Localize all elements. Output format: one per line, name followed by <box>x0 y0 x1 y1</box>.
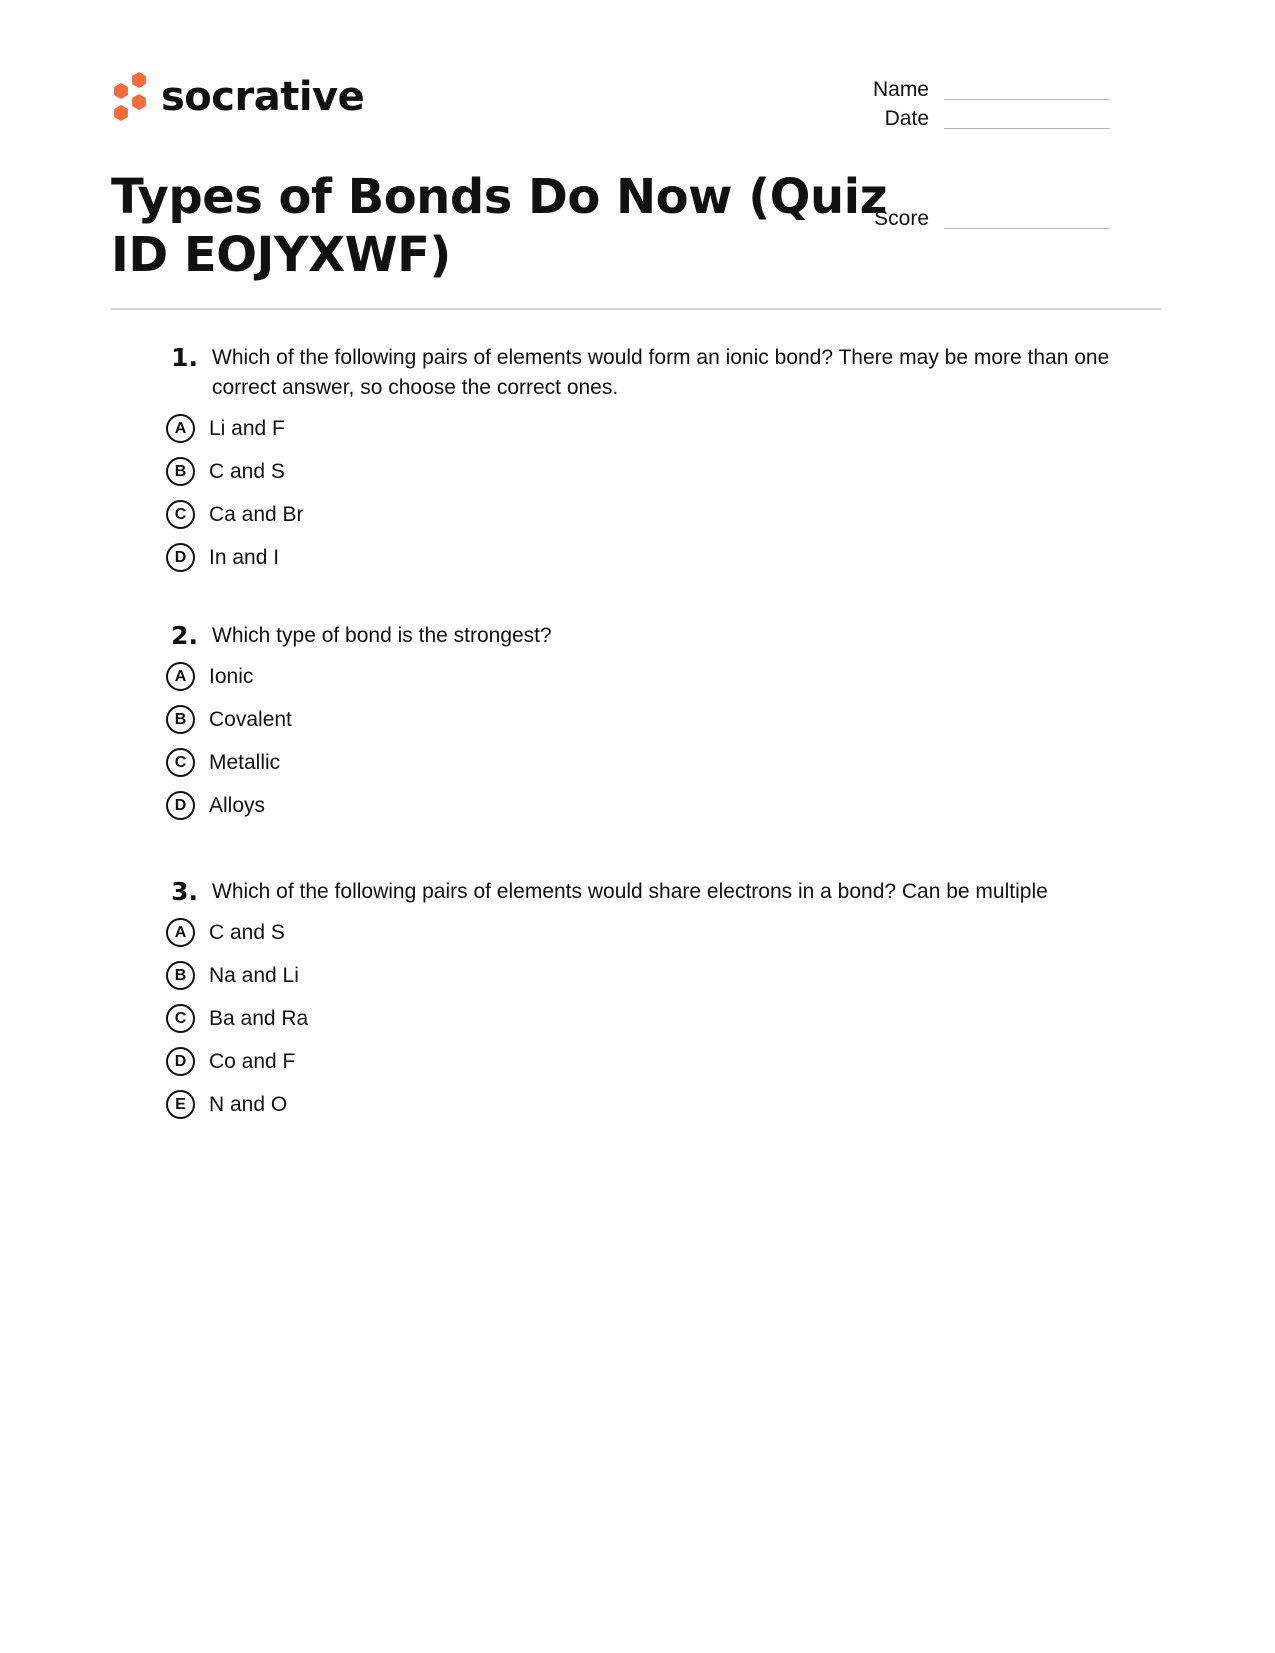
question-number: 3. <box>171 877 198 906</box>
option-e[interactable] <box>111 1083 1161 1126</box>
question-number: 2. <box>171 621 198 650</box>
option-letter-bubble[interactable]: C <box>166 1004 195 1033</box>
option-letter-bubble[interactable]: D <box>166 1047 195 1076</box>
question-text: Which type of bond is the strongest? <box>212 624 552 647</box>
option-letter-bubble[interactable]: A <box>166 414 195 443</box>
option-text: Na and Li <box>209 964 299 987</box>
option-text: In and I <box>209 546 280 569</box>
option-b[interactable] <box>111 450 1161 493</box>
option-text: N and O <box>209 1093 288 1116</box>
date-blank-line[interactable] <box>944 127 1110 129</box>
question-text: Which of the following pairs of elements would share electrons in a bond? Can be multiple <box>212 880 1048 903</box>
name-label: Name <box>872 78 929 101</box>
question-number: 1. <box>171 343 198 372</box>
question-2 <box>111 621 1161 827</box>
option-text: Li and F <box>209 417 285 440</box>
question-3 <box>111 877 1161 1126</box>
option-b[interactable] <box>111 698 1161 741</box>
option-text: Alloys <box>209 794 266 817</box>
option-letter-bubble[interactable]: C <box>166 748 195 777</box>
option-d[interactable] <box>111 784 1161 827</box>
name-blank-line[interactable] <box>944 98 1110 100</box>
hexagon-cluster-icon <box>111 72 149 122</box>
option-letter-bubble[interactable]: D <box>166 791 195 820</box>
option-letter-bubble[interactable]: C <box>166 500 195 529</box>
option-letter-bubble[interactable]: A <box>166 662 195 691</box>
option-text: Metallic <box>209 751 281 774</box>
question-text: Which of the following pairs of elements would form an ionic bond? There may be more than one correct answer, so choose the correct ones. <box>212 346 1110 399</box>
name-field <box>829 79 1110 100</box>
option-letter-bubble[interactable]: B <box>166 961 195 990</box>
option-text: Ionic <box>209 665 254 688</box>
option-c[interactable] <box>111 997 1161 1040</box>
option-text: C and S <box>209 921 285 944</box>
option-d[interactable] <box>111 536 1161 579</box>
header-divider <box>111 308 1161 310</box>
option-letter-bubble[interactable]: A <box>166 918 195 947</box>
option-a[interactable] <box>111 911 1161 954</box>
answer-options <box>111 911 1161 1126</box>
option-letter-bubble[interactable]: B <box>166 457 195 486</box>
option-text: Co and F <box>209 1050 296 1073</box>
option-c[interactable] <box>111 493 1161 536</box>
option-d[interactable] <box>111 1040 1161 1083</box>
brand-name: socrative <box>161 74 365 120</box>
score-label: Score <box>874 207 929 230</box>
date-field <box>829 108 1110 129</box>
option-a[interactable] <box>111 655 1161 698</box>
option-letter-bubble[interactable]: D <box>166 543 195 572</box>
option-letter-bubble[interactable]: E <box>166 1090 195 1119</box>
question-1 <box>111 343 1161 579</box>
option-a[interactable] <box>111 407 1161 450</box>
score-blank-line[interactable] <box>944 227 1110 229</box>
answer-options <box>111 407 1161 579</box>
socrative-logo <box>111 72 364 122</box>
date-label: Date <box>884 107 929 130</box>
answer-options <box>111 655 1161 827</box>
option-c[interactable] <box>111 741 1161 784</box>
option-letter-bubble[interactable]: B <box>166 705 195 734</box>
page-title: Types of Bonds Do Now (Quiz ID EOJYXWF) <box>111 169 888 283</box>
option-text: Ca and Br <box>209 503 304 526</box>
option-text: C and S <box>209 460 285 483</box>
option-text: Covalent <box>209 708 292 731</box>
option-text: Ba and Ra <box>209 1007 309 1030</box>
option-b[interactable] <box>111 954 1161 997</box>
